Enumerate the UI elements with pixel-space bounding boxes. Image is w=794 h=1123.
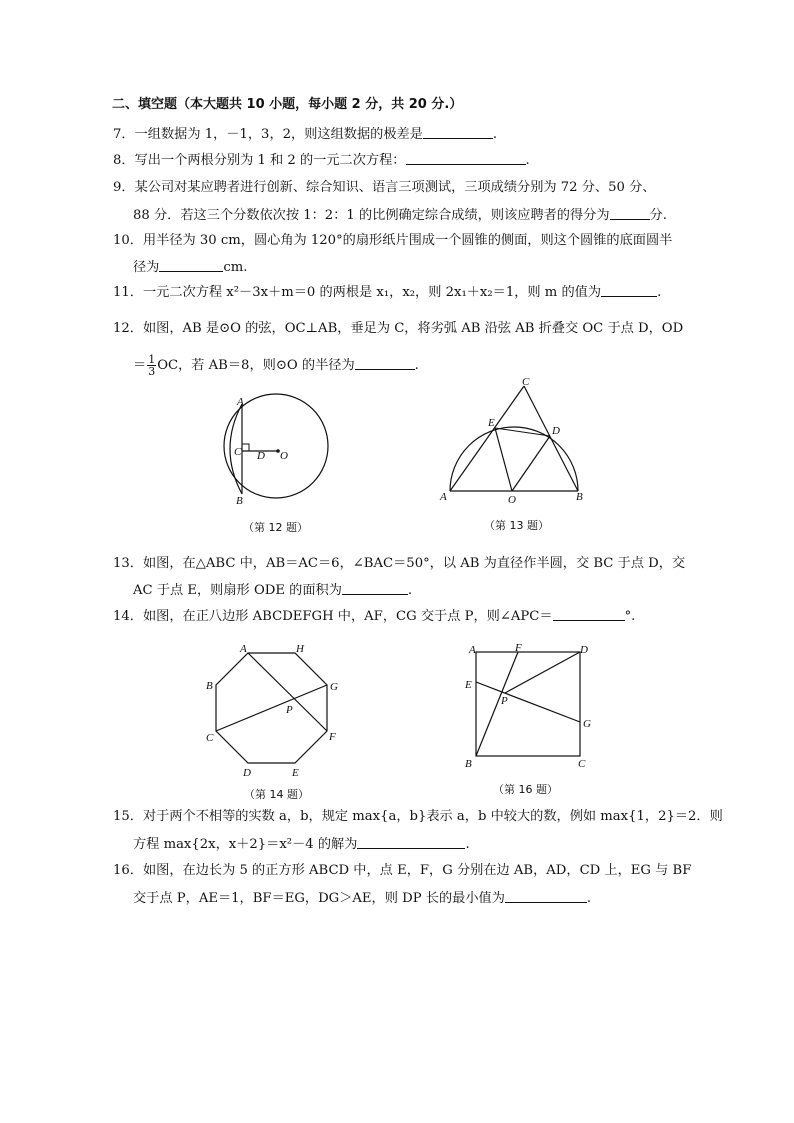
radius-od — [512, 436, 550, 491]
question-14-text: 14．如图，在正八边形 ABCDEFGH 中，AF，CG 交于点 P，则∠APC＝ — [113, 609, 553, 624]
fraction-denominator: 3 — [148, 365, 156, 378]
question-11-end: . — [657, 285, 662, 300]
label-e: E — [488, 417, 495, 429]
label-d: D — [243, 767, 251, 779]
question-9-end: 分. — [649, 208, 667, 223]
question-8-text: 8．写出一个两根分别为 1 和 2 的一元二次方程： — [113, 153, 406, 168]
question-10-line-2 — [133, 258, 247, 277]
question-9-line-2 — [133, 206, 667, 225]
question-12-equals: ＝ — [133, 358, 147, 373]
figure-16 — [460, 640, 600, 776]
label-b: B — [206, 680, 213, 692]
segment-bf — [476, 652, 518, 756]
caption-fig16: （第 16 题） — [493, 783, 558, 796]
question-16-end: . — [586, 891, 592, 906]
label-f: F — [515, 642, 522, 654]
question-14-end: °. — [624, 609, 636, 624]
square-abcd — [476, 652, 580, 756]
label-d: D — [552, 425, 560, 437]
question-7 — [113, 125, 497, 144]
label-b: B — [236, 495, 243, 507]
question-10-text: 径为 — [133, 260, 160, 275]
diagonal-cg — [216, 685, 327, 731]
label-c: C — [578, 758, 586, 770]
right-angle-mark — [242, 444, 249, 451]
question-10-line-1: 10．用半径为 30 cm，圆心角为 120°的扇形纸片围成一个圆锥的侧面，则这个圆锥的底面圆半 — [113, 233, 673, 248]
question-9-line-1: 9．某公司对某应聘者进行创新、综合知识、语言三项测试，三项成绩分别为 72 分、50 分、 — [113, 180, 656, 195]
label-c: C — [234, 446, 242, 458]
caption-fig13: （第 13 题） — [484, 519, 549, 532]
question-16-line-2 — [133, 889, 591, 908]
diagonal-af — [248, 653, 327, 731]
answer-blank-10[interactable] — [159, 258, 223, 272]
answer-blank-16[interactable] — [505, 889, 587, 903]
question-7-end: . — [492, 127, 498, 142]
label-a: A — [440, 491, 447, 503]
figure-12 — [220, 388, 340, 514]
label-g: G — [583, 718, 591, 730]
side-ac — [450, 386, 524, 491]
label-c: C — [522, 376, 530, 388]
label-e: E — [292, 767, 299, 779]
radius-oe — [495, 428, 512, 491]
figure-14 — [200, 640, 350, 785]
answer-blank-8[interactable] — [406, 151, 526, 165]
label-d: D — [257, 450, 265, 462]
answer-blank-14[interactable] — [553, 607, 625, 621]
question-8 — [113, 151, 530, 170]
label-c: C — [206, 732, 214, 744]
label-d: D — [580, 644, 588, 656]
question-11-text: 11．一元二次方程 x²－3x＋m＝0 的两根是 x₁，x₂，则 2x₁＋x₂＝1，则 m 的值为 — [113, 285, 602, 300]
segment-dp — [505, 652, 580, 693]
label-o: O — [508, 494, 516, 506]
answer-blank-12[interactable] — [355, 356, 415, 370]
answer-blank-15[interactable] — [357, 835, 465, 849]
question-13-line-1: 13．如图，在△ABC 中，AB＝AC＝6，∠BAC＝50°，以 AB 为直径作半圆，交 BC 于点 D，交 — [113, 556, 686, 571]
question-12-line-2 — [133, 354, 419, 377]
question-11 — [113, 283, 661, 302]
question-7-text: 7．一组数据为 1，－1，3，2，则这组数据的极差是 — [113, 127, 423, 142]
label-b: B — [576, 491, 583, 503]
label-p: P — [286, 704, 293, 716]
answer-blank-7[interactable] — [423, 125, 493, 139]
question-13-line-2 — [133, 581, 412, 600]
question-8-end: . — [525, 153, 530, 168]
label-h: H — [296, 643, 304, 655]
caption-fig14: （第 14 题） — [244, 788, 309, 801]
label-p: P — [501, 695, 508, 707]
question-10-end: cm. — [223, 260, 248, 275]
section-title: 二、填空题（本大题共 10 小题，每小题 2 分，共 20 分.） — [112, 97, 463, 112]
question-13-text: AC 于点 E，则扇形 ODE 的面积为 — [133, 583, 342, 598]
label-a: A — [469, 644, 476, 656]
question-12-line-1: 12．如图，AB 是⊙O 的弦，OC⊥AB，垂足为 C，将劣弧 AB 沿弦 AB 折叠交 OC 于点 D，OD — [113, 321, 684, 336]
answer-blank-11[interactable] — [601, 283, 657, 297]
label-g: G — [330, 681, 338, 693]
label-o: O — [280, 450, 288, 462]
label-f: F — [329, 731, 336, 743]
answer-blank-9[interactable] — [610, 206, 650, 220]
answer-blank-13[interactable] — [342, 581, 408, 595]
question-12-end: . — [414, 358, 419, 373]
question-16-line-1: 16．如图，在边长为 5 的正方形 ABCD 中，点 E，F，G 分别在边 AB，AD，CD 上，EG 与 BF — [113, 863, 692, 878]
question-9-text: 88 分．若这三个分数依次按 1：2：1 的比例确定综合成绩，则该应聘者的得分为 — [133, 208, 610, 223]
question-15-end: . — [465, 837, 470, 852]
question-14 — [113, 607, 635, 626]
caption-fig12: （第 12 题） — [243, 521, 308, 534]
question-13-end: . — [407, 583, 413, 598]
segment-ed — [495, 428, 550, 436]
question-15-text: 方程 max{2x，x＋2}＝x²－4 的解为 — [133, 837, 358, 852]
figure-13 — [435, 376, 595, 512]
question-15-line-2 — [133, 835, 470, 854]
question-16-text: 交于点 P，AE＝1，BF＝EG，DG＞AE，则 DP 长的最小值为 — [133, 891, 505, 906]
side-bc — [524, 386, 578, 491]
label-e: E — [465, 679, 472, 691]
question-12-text: OC，若 AB＝8，则⊙O 的半径为 — [157, 358, 355, 373]
fraction-numerator: 1 — [148, 353, 156, 366]
label-a: A — [240, 643, 247, 655]
fraction-one-third — [147, 354, 156, 377]
question-15-line-1: 15．对于两个不相等的实数 a，b，规定 max{a，b}表示 a，b 中较大的数，例如 max{1，2}＝2．则 — [113, 809, 723, 824]
label-b: B — [465, 758, 472, 770]
label-a: A — [237, 396, 244, 408]
